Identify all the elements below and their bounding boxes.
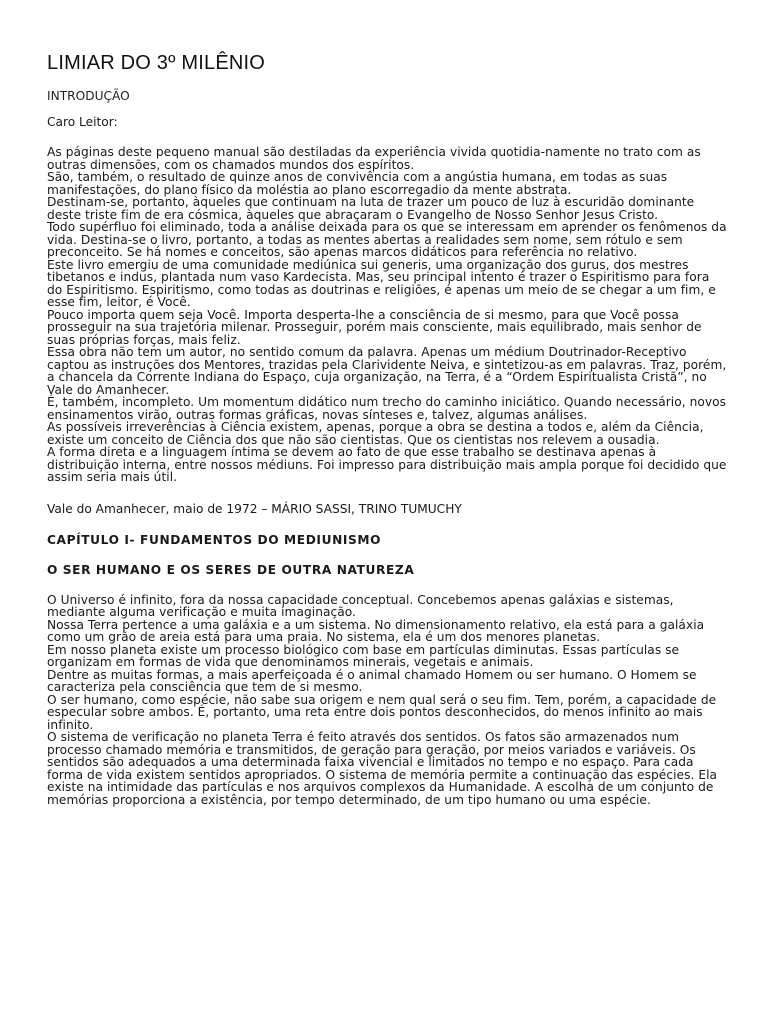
intro-paragraph: Pouco importa quem seja Você. Importa desperta-lhe a consciência de si mesmo, para que Você possa prosseguir na sua trajetória milenar. Prosseguir, porém mais consciente, mais equilibrado, mais senhor de suas próprias forças, mais feliz. — [47, 307, 702, 347]
chapter-paragraph: O sistema de verificação no planeta Terra é feito através dos sentidos. Os fatos são armazenados num processo chamado memória e transmitidos, de geração para geração, por meios variados e variáveis. Os sentidos são adequados a uma determinada faixa vivencial e limitados no tempo e no espaço. Para cada forma de vida existem sentidos apropriados. O sistema de memória permite a continuação das espécies. Ela existe na intimidade das partículas e nos arquivos complexos da Humanidade. A escolha de um conjunto de memórias proporciona a existência, por tempo determinado, de um tipo humano ou uma espécie. — [47, 730, 718, 807]
intro-paragraph: Essa obra não tem um autor, no sentido comum da palavra. Apenas um médium Doutrinador-Receptivo captou as instruções dos Mentores, trazidas pela Clarividente Neiva, e sintetizou-as em palavras. Traz, porém, a chancela da Corrente Indiana do Espaço, cuja organização, na Terra, é a “Ordem Espiritualista Cristã”, no Vale do Amanhecer. — [47, 345, 727, 397]
chapter-paragraph: Em nosso planeta existe um processo biológico com base em partículas diminutas. Essas partículas se organizam em formas de vida que denominamos minerais, vegetais e animais. — [47, 642, 680, 669]
intro-paragraph: A forma direta e a linguagem íntima se devem ao fato de que esse trabalho se destinava apenas à distribuição interna, entre nossos médiuns. Foi impresso para distribuição mais ampla porque foi decidido que assim seria mais útil. — [47, 445, 727, 484]
salutation: Caro Leitor: — [47, 115, 118, 129]
document-title: LIMIAR DO 3º MILÊNIO — [47, 52, 266, 74]
signature-line: Vale do Amanhecer, maio de 1972 – MÁRIO SASSI, TRINO TUMUCHY — [47, 501, 462, 516]
intro-paragraph: Destinam-se, portanto, àqueles que continuam na luta de trazer um pouco de luz à escuridão dominante deste triste fim de era cósmica, àqueles que abraçaram o Evangelho de Nosso Senhor Jesus Cristo. — [47, 195, 695, 222]
chapter-paragraph: Dentre as muitas formas, a mais aperfeiçoada é o animal chamado Homem ou ser humano. O Homem se caracteriza pela consciência que tem de si mesmo. — [47, 667, 697, 694]
intro-paragraph: Todo supérfluo foi eliminado, toda a análise deixada para os que se interessam em aprender os fenômenos da vida. Destina-se o livro, portanto, a todas as mentes abertas a realidades sem nome, sem rótulo e sem preconceito. Se há nomes e conceitos, são apenas marcos didáticos para referência no relativo. — [47, 220, 727, 259]
intro-paragraph: São, também, o resultado de quinze anos de convivência com a angústia humana, em todas as suas manifestações, do plano físico da moléstia ao plano escorregadio da mente abstrata. — [47, 170, 668, 197]
intro-paragraph: As possíveis irreverências à Ciência existem, apenas, porque a obra se destina a todos e, além da Ciência, existe um conceito de Ciência dos que não são cientistas. Que os cientistas nos relevem a ousadia. — [47, 420, 704, 447]
chapter-paragraph: O Universo é infinito, fora da nossa capacidade conceptual. Concebemos apenas galáxias e sistemas, mediante alguma verificação e muita imaginação. — [47, 592, 674, 619]
intro-body — [47, 146, 727, 484]
intro-heading: INTRODUÇÃO — [47, 89, 130, 103]
document-page — [47, 52, 727, 806]
section-heading: O SER HUMANO E OS SERES DE OUTRA NATUREZA — [47, 562, 415, 577]
chapter-heading: CAPÍTULO I- FUNDAMENTOS DO MEDIUNISMO — [47, 532, 382, 547]
intro-paragraph: É, também, incompleto. Um momentum didático num trecho do caminho iniciático. Quando necessário, novos ensinamentos virão, outras formas gráficas, novas sínteses e, talvez, algumas análises. — [47, 395, 727, 422]
intro-paragraph: As páginas deste pequeno manual são destiladas da experiência vivida quotidia-namente no trato com as outras dimensões, com os chamados mundos dos espíritos. — [47, 145, 701, 172]
chapter-paragraph: Nossa Terra pertence a uma galáxia e a um sistema. No dimensionamento relativo, ela está para a galáxia como um grão de areia está para uma praia. No sistema, ela é um dos menores planetas. — [47, 617, 705, 644]
intro-paragraph: Este livro emergiu de uma comunidade mediúnica sui generis, uma organização dos gurus, dos mestres tibetanos e indus, plantada num vaso Kardecista. Mas, seu principal intento é trazer o Espiritismo para fora do Espiritismo. Espiritismo, como todas as doutrinas e religiões, é apenas um meio de se chegar a um fim, e esse fim, leitor, é Você. — [47, 257, 716, 309]
chapter-body — [47, 594, 727, 807]
chapter-paragraph: O ser humano, como espécie, não sabe sua origem e nem qual será o seu fim. Tem, porém, a capacidade de especular sobre ambos. É, portanto, uma reta entre dois pontos desconhecidos, do menos infinito ao mais infinito. — [47, 692, 717, 732]
